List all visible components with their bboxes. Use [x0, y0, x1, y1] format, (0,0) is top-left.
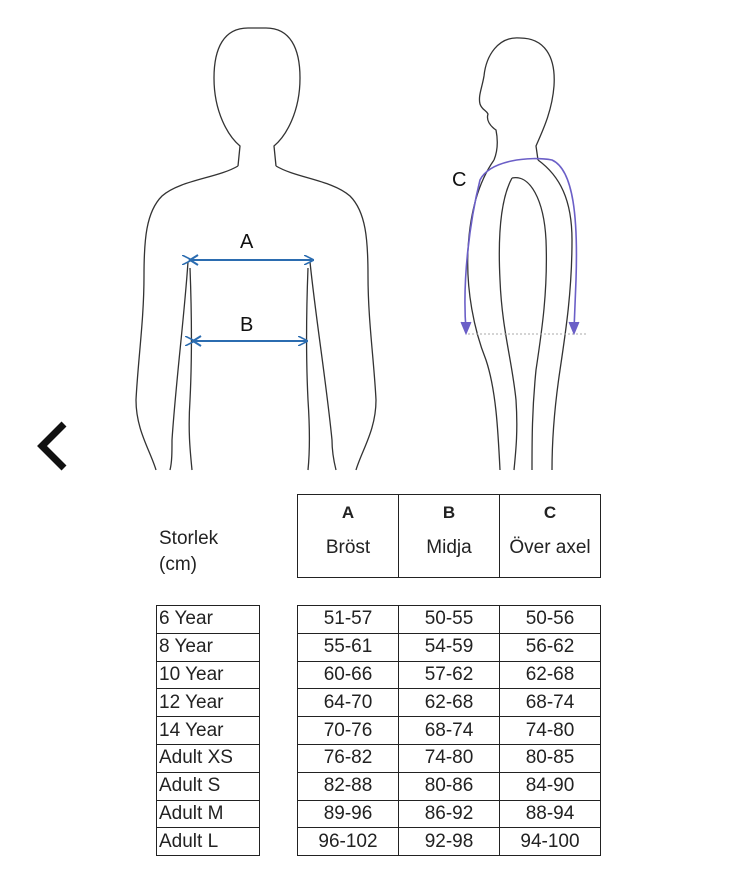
- chest-value: 60-66: [298, 661, 399, 689]
- shoulder-value: 50-56: [500, 606, 601, 634]
- chevron-left-icon[interactable]: [30, 416, 80, 476]
- size-label: Adult L: [157, 828, 260, 856]
- chest-value: 96-102: [298, 828, 399, 856]
- waist-value: 54-59: [399, 633, 500, 661]
- table-row: [157, 661, 260, 689]
- chest-value: 89-96: [298, 800, 399, 828]
- table-row: [298, 606, 601, 634]
- shoulder-value: 74-80: [500, 717, 601, 745]
- size-label: 14 Year: [157, 717, 260, 745]
- column-header-a: A Bröst: [298, 495, 399, 578]
- column-header-table: [297, 494, 601, 578]
- chest-value: 64-70: [298, 689, 399, 717]
- storlek-label: Storlek: [159, 528, 219, 549]
- table-row: [298, 744, 601, 772]
- table-row: [298, 633, 601, 661]
- label-c: C: [452, 169, 467, 191]
- table-row: [157, 606, 260, 634]
- row-header-label: [159, 526, 218, 578]
- measurement-values-table: [297, 605, 601, 856]
- shoulder-value: 84-90: [500, 772, 601, 800]
- waist-value: 80-86: [399, 772, 500, 800]
- waist-value: 68-74: [399, 717, 500, 745]
- chest-value: 51-57: [298, 606, 399, 634]
- table-row: [157, 828, 260, 856]
- side-body-outline: [468, 38, 572, 470]
- table-row: [298, 661, 601, 689]
- table-row: [298, 689, 601, 717]
- size-label: 12 Year: [157, 689, 260, 717]
- table-row: [157, 689, 260, 717]
- shoulder-value: 62-68: [500, 661, 601, 689]
- column-header-b: B Midja: [399, 495, 500, 578]
- table-row: [157, 633, 260, 661]
- table-row: [157, 744, 260, 772]
- label-a: A: [240, 231, 254, 253]
- shoulder-value: 80-85: [500, 744, 601, 772]
- label-b: B: [240, 314, 254, 336]
- table-row: [298, 772, 601, 800]
- table-row: [298, 800, 601, 828]
- shoulder-value: 88-94: [500, 800, 601, 828]
- table-row: [157, 717, 260, 745]
- chest-value: 55-61: [298, 633, 399, 661]
- chest-value: 76-82: [298, 744, 399, 772]
- table-row: [157, 772, 260, 800]
- waist-value: 86-92: [399, 800, 500, 828]
- chest-value: 82-88: [298, 772, 399, 800]
- size-label: 8 Year: [157, 633, 260, 661]
- waist-value: 74-80: [399, 744, 500, 772]
- column-header-c: C Över axel: [500, 495, 601, 578]
- shoulder-value: 68-74: [500, 689, 601, 717]
- waist-value: 50-55: [399, 606, 500, 634]
- waist-value: 92-98: [399, 828, 500, 856]
- chest-value: 70-76: [298, 717, 399, 745]
- table-row: [298, 828, 601, 856]
- waist-value: 62-68: [399, 689, 500, 717]
- shoulder-value: 94-100: [500, 828, 601, 856]
- waist-value: 57-62: [399, 661, 500, 689]
- size-label: Adult M: [157, 800, 260, 828]
- size-label: Adult XS: [157, 744, 260, 772]
- size-label: Adult S: [157, 772, 260, 800]
- front-body-outline: [136, 28, 376, 470]
- size-label: 10 Year: [157, 661, 260, 689]
- cm-label: (cm): [159, 554, 197, 575]
- size-label-table: [156, 605, 260, 856]
- table-row: [298, 717, 601, 745]
- shoulder-value: 56-62: [500, 633, 601, 661]
- table-row: [157, 800, 260, 828]
- size-label: 6 Year: [157, 606, 260, 634]
